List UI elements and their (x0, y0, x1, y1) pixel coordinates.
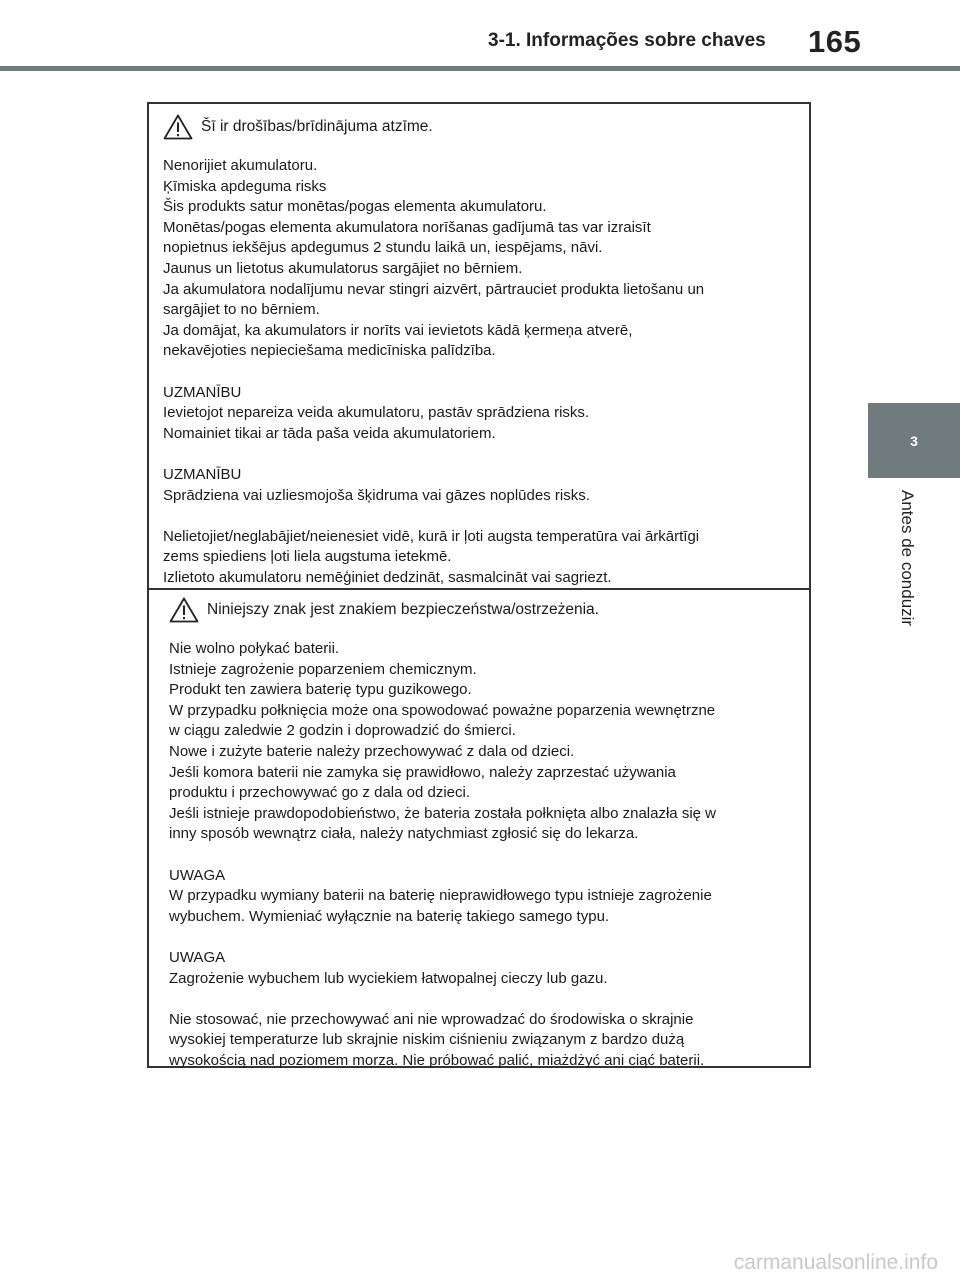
text-line: UWAGA (169, 866, 226, 884)
paragraph-gap (163, 506, 799, 527)
text-line: Nie wolno połykać baterii. (169, 640, 340, 657)
chapter-number: 3 (910, 432, 918, 449)
paragraph-gap (163, 362, 799, 383)
polish-title: Niniejszy znak jest znakiem bezpieczeństwa/ostrzeżenia. (207, 601, 599, 618)
paragraph-gap (163, 444, 799, 465)
polish-title-row (169, 595, 799, 625)
section-title: 3-1. Informações sobre chaves (488, 30, 766, 51)
text-line: Jeśli istnieje prawdopodobieństwo, że bateria została połknięta albo znalazła się w (169, 804, 716, 822)
text-line: wysokością nad poziomem morza. Nie próbować palić, miażdżyć ani ciąć baterii. (169, 1051, 705, 1069)
text-line: UWAGA (169, 948, 226, 966)
text-line: nopietnus iekšējus apdegumus 2 stundu laikā un, iespējams, nāvi. (163, 239, 603, 257)
text-line: wybuchem. Wymieniać wyłącznie na baterię takiego samego typu. (169, 907, 610, 925)
polish-body (169, 639, 799, 1071)
battery-warning-box (147, 102, 811, 1068)
page-number: 165 (808, 24, 862, 59)
latvian-warning-section (163, 112, 799, 588)
paragraph-gap (169, 927, 799, 948)
watermark: carmanualsonline.info (733, 1251, 938, 1274)
text-line: Ķīmiska apdeguma risks (163, 177, 327, 195)
text-line: Šis produkts satur monētas/pogas elementa akumulatoru. (163, 198, 547, 216)
chapter-tab (868, 403, 960, 478)
text-line: Jeśli komora baterii nie zamyka się prawidłowo, należy zaprzestać używania (169, 763, 676, 781)
latvian-title: Šī ir drošības/brīdinājuma atzīme. (201, 118, 433, 135)
text-line: zems spiediens ļoti liela augstuma ietekmē. (163, 548, 452, 566)
header-rule (0, 66, 960, 71)
text-line: Nomainiet tikai ar tāda paša veida akumulatoriem. (163, 424, 496, 442)
text-line: Nie stosować, nie przechowywać ani nie wprowadzać do środowiska o skrajnie (169, 1010, 694, 1028)
text-line: UZMANĪBU (163, 465, 242, 483)
text-line: nekavējoties nepieciešama medicīniska palīdzība. (163, 342, 496, 360)
section-divider (149, 588, 809, 590)
text-line: Monētas/pogas elementa akumulatora norīšanas gadījumā tas var izraisīt (163, 218, 651, 236)
text-line: UZMANĪBU (163, 383, 242, 401)
text-line: Nenorijiet akumulatoru. (163, 157, 318, 174)
latvian-title-row (163, 112, 799, 142)
text-line: w ciągu zaledwie 2 godzin i doprowadzić do śmierci. (169, 722, 516, 740)
text-line: sargājiet to no bērniem. (163, 301, 320, 319)
text-line: Nelietojiet/neglabājiet/neienesiet vidē, kurā ir ļoti augsta temperatūra vai ārkārtīgi (163, 527, 700, 545)
text-line: Produkt ten zawiera baterię typu guzikowego. (169, 681, 472, 699)
text-line: Ja akumulatora nodalījumu nevar stingri aizvērt, pārtrauciet produkta lietošanu un (163, 280, 705, 298)
text-line: Ja domājat, ka akumulators ir norīts vai ievietots kādā ķermeņa atverē, (163, 321, 633, 339)
text-line: W przypadku połknięcia może ona spowodować poważne poparzenia wewnętrzne (169, 701, 716, 719)
chapter-label: Antes de conduzir (898, 490, 917, 627)
text-line: Ievietojot nepareiza veida akumulatoru, pastāv sprādziena risks. (163, 404, 590, 422)
paragraph-gap (169, 989, 799, 1010)
polish-warning-section (169, 595, 799, 1071)
text-line: Istnieje zagrożenie poparzeniem chemicznym. (169, 660, 477, 678)
latvian-body (163, 156, 799, 588)
text-line: Nowe i zużyte baterie należy przechowywać z dala od dzieci. (169, 742, 575, 760)
text-line: produktu i przechowywać go z dala od dzieci. (169, 784, 470, 802)
text-line: inny sposób wewnątrz ciała, należy natychmiast zgłosić się do lekarza. (169, 825, 639, 843)
text-line: Sprādziena vai uzliesmojoša šķidruma vai gāzes noplūdes risks. (163, 486, 590, 504)
text-line: Izlietoto akumulatoru nemēģiniet dedzināt, sasmalcināt vai sagriezt. (163, 568, 612, 586)
text-line: wysokiej temperaturze lub skrajnie niskim ciśnieniu związanym z bardzo dużą (169, 1031, 685, 1049)
paragraph-gap (169, 845, 799, 866)
text-line: Jaunus un lietotus akumulatorus sargājiet no bērniem. (163, 259, 523, 277)
warning-triangle-icon (169, 597, 199, 623)
text-line: W przypadku wymiany baterii na baterię nieprawidłowego typu istnieje zagrożenie (169, 887, 712, 905)
text-line: Zagrożenie wybuchem lub wyciekiem łatwopalnej cieczy lub gazu. (169, 969, 608, 987)
warning-triangle-icon (163, 114, 193, 140)
